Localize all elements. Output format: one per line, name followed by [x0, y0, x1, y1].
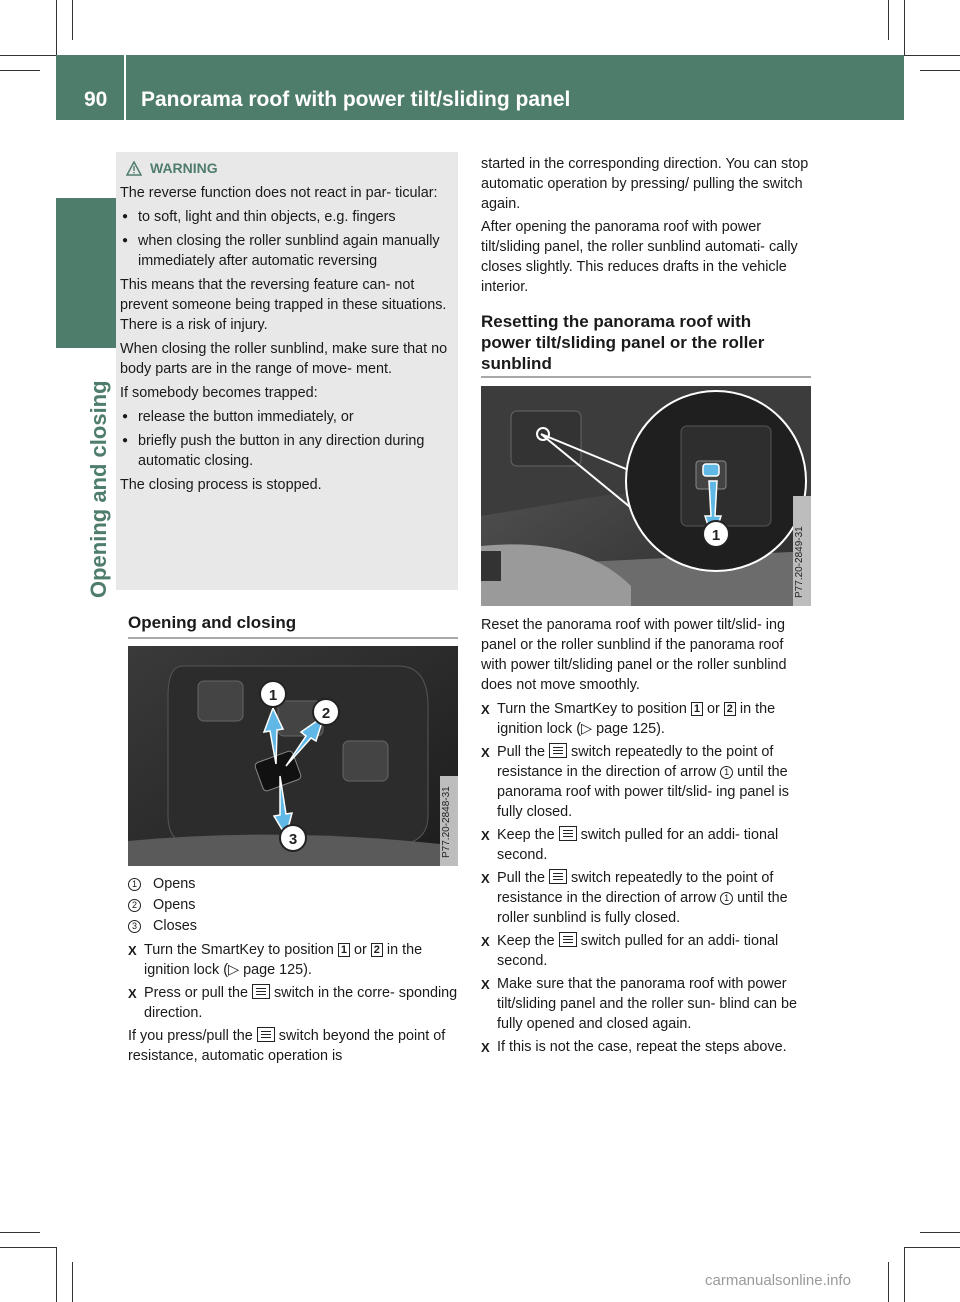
warning-bullet: ● when closing the roller sunblind again manually immediately after automatic reversing	[120, 231, 448, 271]
crop-mark	[56, 1247, 57, 1302]
warning-paragraph: The closing process is stopped.	[120, 477, 322, 493]
crop-mark	[904, 1247, 960, 1248]
heading-rule	[128, 637, 458, 639]
step-text: switch pulled for an addi- tional second.	[497, 827, 779, 863]
callout-1: 1	[268, 687, 278, 704]
key-position-1: 1	[691, 702, 703, 716]
paragraph-text: If you press/pull the	[128, 1028, 253, 1044]
crop-mark	[920, 1232, 960, 1233]
switch-icon	[549, 869, 567, 884]
crop-mark	[56, 0, 57, 55]
warning-title: WARNING	[150, 160, 218, 176]
step-text: until the panorama roof with power tilt/slid- ing panel is fully closed.	[497, 764, 789, 820]
page-ref-arrow-icon: ▷	[580, 721, 593, 737]
step-text: in the ignition lock (	[144, 942, 423, 978]
section-label: Opening and closing	[86, 380, 111, 598]
step-text: Pull the	[497, 870, 545, 886]
switch-icon	[252, 984, 270, 999]
switch-icon	[559, 932, 577, 947]
step-text: in the ignition lock (	[497, 701, 776, 737]
crop-mark	[888, 0, 889, 40]
switch-icon	[559, 826, 577, 841]
crop-mark	[72, 0, 73, 40]
key-position-2: 2	[371, 943, 383, 957]
right-column-intro	[481, 154, 811, 300]
key-position-2: 2	[724, 702, 736, 716]
legend-item	[128, 874, 458, 894]
step-text: Pull the	[497, 744, 545, 760]
instruction-step	[128, 983, 458, 1023]
section-heading-opening: Opening and closing	[128, 613, 297, 632]
warning-triangle-icon	[126, 161, 142, 176]
page-reference[interactable]: page 125).	[596, 721, 665, 737]
overhead-control-photo	[128, 646, 458, 866]
crop-mark	[888, 1262, 889, 1302]
legend-item	[128, 916, 458, 936]
overhead-control-illustration	[128, 646, 458, 866]
page-title: Panorama roof with power tilt/sliding panel	[141, 88, 571, 111]
step-text: switch repeatedly to the point of resistance in the direction of arrow	[497, 744, 774, 780]
step-text: or	[706, 701, 720, 717]
instruction-step	[481, 931, 811, 971]
step-text: Keep the	[497, 933, 555, 949]
warning-box	[116, 152, 458, 590]
arrow-number: 1	[720, 892, 733, 905]
legend-number: 2	[128, 899, 141, 912]
page-ref-arrow-icon: ▷	[227, 962, 240, 978]
switch-icon	[549, 743, 567, 758]
step-text: Turn the SmartKey to position	[497, 701, 687, 717]
photo-code: P77.20-2848-31	[441, 786, 452, 858]
crop-mark	[0, 1247, 56, 1248]
warning-heading	[126, 158, 448, 178]
warning-paragraph: If somebody becomes trapped:	[120, 385, 318, 401]
page-reference[interactable]: page 125).	[243, 962, 312, 978]
step-text: Press or pull the	[144, 985, 248, 1001]
instruction-step: X If this is not the case, repeat the steps above.	[481, 1037, 811, 1057]
switch-icon	[257, 1027, 275, 1042]
callout-3: 3	[288, 831, 298, 848]
crop-mark	[904, 1247, 905, 1302]
arrow-number: 1	[720, 766, 733, 779]
section-tab	[56, 198, 124, 348]
legend-text: Opens	[153, 876, 196, 892]
page-number: 90	[84, 88, 108, 111]
section-heading-resetting: Resetting the panorama roof with power tilt/sliding panel or the roller sunblind	[481, 312, 765, 373]
instruction-step	[481, 825, 811, 865]
instruction-step	[128, 940, 458, 980]
header-divider	[124, 55, 126, 120]
warning-intro: The reverse function does not react in par- ticular:	[120, 185, 438, 201]
crop-mark	[904, 55, 960, 56]
legend-number: 3	[128, 920, 141, 933]
key-position-1: 1	[338, 943, 350, 957]
step-text: Keep the	[497, 827, 555, 843]
instruction-step	[481, 742, 811, 822]
paragraph: Reset the panorama roof with power tilt/slid- ing panel or the roller sunblind if the panorama roof with power tilt/sliding panel or the roller sunblind does not move smoothly.	[481, 617, 787, 693]
step-text: Turn the SmartKey to position	[144, 942, 334, 958]
warning-bullet: ● release the button immediately, or	[120, 407, 448, 427]
crop-mark	[0, 55, 56, 56]
paragraph-text: switch beyond the point of resistance, automatic operation is	[128, 1028, 446, 1064]
step-text: or	[353, 942, 367, 958]
heading-rule	[481, 376, 811, 378]
paragraph	[128, 1026, 458, 1066]
instruction-step	[481, 868, 811, 928]
crop-mark	[920, 70, 960, 71]
callout-1: 1	[711, 527, 721, 544]
crop-mark	[904, 0, 905, 55]
opening-text	[128, 874, 458, 1069]
warning-paragraph: When closing the roller sunblind, make sure that no body parts are in the range of move- ment.	[120, 341, 448, 377]
reset-switch-illustration	[481, 386, 811, 606]
legend-number: 1	[128, 878, 141, 891]
callout-2: 2	[321, 705, 331, 722]
crop-mark	[0, 70, 40, 71]
warning-bullet: ● briefly push the button in any direction during automatic closing.	[120, 431, 448, 471]
crop-mark	[72, 1262, 73, 1302]
legend-text: Opens	[153, 897, 196, 913]
instruction-step	[481, 699, 811, 739]
warning-bullet: ● to soft, light and thin objects, e.g. fingers	[120, 207, 448, 227]
crop-mark	[0, 1232, 40, 1233]
reset-switch-photo	[481, 386, 811, 606]
instruction-step: X Make sure that the panorama roof with power tilt/sliding panel and the roller sun- blind can be fully opened and closed again.	[481, 974, 811, 1034]
warning-paragraph: This means that the reversing feature can- not prevent someone being trapped in these situations. There is a risk of injury.	[120, 277, 447, 333]
step-text: switch in the corre- sponding direction.	[144, 985, 458, 1021]
photo-code: P77.20-2849-31	[794, 526, 805, 598]
paragraph: After opening the panorama roof with power tilt/sliding panel, the roller sunblind automati- cally closes slightly. This reduces drafts in the vehicle interior.	[481, 219, 798, 295]
legend-text: Closes	[153, 918, 197, 934]
legend-item	[128, 895, 458, 915]
step-text: until the roller sunblind is fully closed.	[497, 890, 788, 926]
reset-text	[481, 615, 811, 1060]
paragraph: started in the corresponding direction. You can stop automatic operation by pressing/ pulling the switch again.	[481, 156, 809, 212]
step-text: switch pulled for an addi- tional second.	[497, 933, 779, 969]
footer-watermark: carmanualsonline.info	[705, 1272, 851, 1289]
step-text: switch repeatedly to the point of resistance in the direction of arrow	[497, 870, 774, 906]
